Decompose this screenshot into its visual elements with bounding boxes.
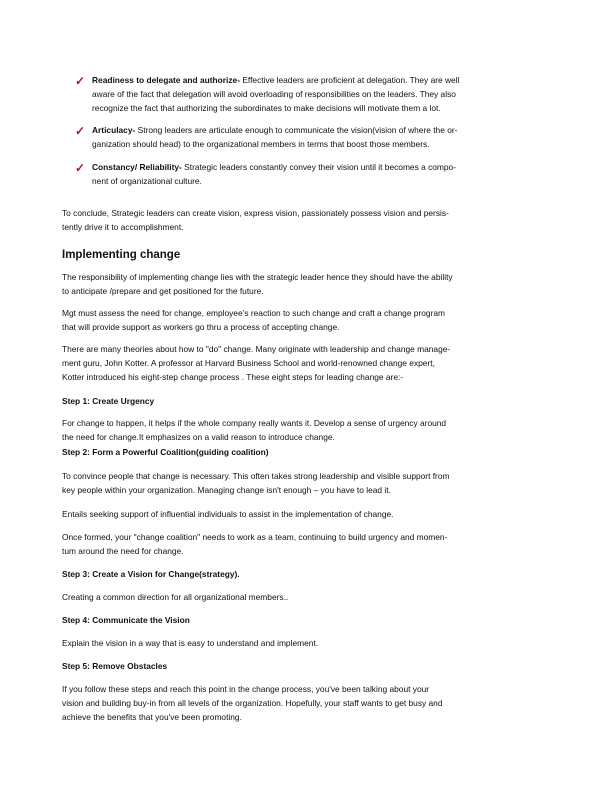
line: achieve the benefits that you've been promoting. xyxy=(62,711,242,722)
step-heading: Step 1: Create Urgency xyxy=(62,396,155,406)
paragraph xyxy=(62,508,552,522)
bullet-item xyxy=(92,161,582,189)
line: Strong leaders are articulate enough to communicate the vision(vision of where the or- xyxy=(135,125,458,135)
bullet-title: Constancy/ Reliability- xyxy=(92,162,182,172)
line: Once formed, your "change coalition" needs to work as a team, continuing to build urgency and momen- xyxy=(62,532,448,542)
line: Creating a common direction for all organizational members.. xyxy=(62,592,289,602)
line: ment guru, John Kotter. A professor at Harvard Business School and world-renowned change expert, xyxy=(62,357,435,368)
step-heading: Step 3: Create a Vision for Change(strategy). xyxy=(62,569,240,579)
line: recognize the fact that authorizing the subordinates to make decisions will motivate them a lot. xyxy=(92,102,441,113)
line: that will provide support as workers go thru a process of accepting change. xyxy=(62,321,340,332)
paragraph xyxy=(62,307,552,335)
bullet-item xyxy=(92,74,582,115)
line: ganization should head) to the organizational members in terms that boost those members. xyxy=(92,138,430,149)
line: nent of organizational culture. xyxy=(92,175,202,186)
line: Kotter introduced his eight-step change process . These eight steps for leading change are:- xyxy=(62,371,404,382)
paragraph xyxy=(62,591,552,605)
line: Effective leaders are proficient at delegation. They are well xyxy=(240,75,460,85)
line: Explain the vision in a way that is easy to understand and implement. xyxy=(62,638,319,648)
check-icon: ✓ xyxy=(75,74,86,88)
bullet-title: Readiness to delegate and authorize- xyxy=(92,75,240,85)
line: If you follow these steps and reach this point in the change process, you've been talking about your xyxy=(62,684,430,694)
line: Entails seeking support of influential individuals to assist in the implementation of change. xyxy=(62,509,394,519)
bullet-item xyxy=(92,124,582,152)
paragraph xyxy=(62,531,552,559)
conclusion-paragraph xyxy=(62,207,552,235)
line: For change to happen, it helps if the whole company really wants it. Develop a sense of urgency around xyxy=(62,418,447,428)
line: Mgt must assess the need for change, employee’s reaction to such change and craft a change program xyxy=(62,308,445,318)
line: The responsibility of implementing change lies with the strategic leader hence they should have the ability xyxy=(62,272,453,282)
paragraph xyxy=(62,343,552,384)
section-heading: Implementing change xyxy=(62,249,181,261)
line: There are many theories about how to "do" change. Many originate with leadership and change manage- xyxy=(62,344,451,354)
line: aware of the fact that delegation will avoid overloading of responsibilities on the leaders. They also xyxy=(92,88,456,99)
line: To convince people that change is necessary. This often takes strong leadership and visible support from xyxy=(62,471,450,481)
step-heading: Step 4: Communicate the Vision xyxy=(62,615,190,625)
paragraph xyxy=(62,683,552,724)
line: tum around the need for change. xyxy=(62,545,184,556)
check-icon: ✓ xyxy=(75,161,86,175)
bullet-title: Articulacy- xyxy=(92,125,136,135)
paragraph xyxy=(62,637,552,651)
paragraph xyxy=(62,470,552,498)
step-heading: Step 2: Form a Powerful Coalition(guiding coalition) xyxy=(62,447,269,457)
line: tently drive it to accomplishment. xyxy=(62,221,184,232)
check-icon: ✓ xyxy=(75,124,86,138)
line: key people within your organization. Managing change isn't enough – you have to lead it. xyxy=(62,484,391,495)
step-heading: Step 5: Remove Obstacles xyxy=(62,661,168,671)
line: to anticipate /prepare and get positioned for the future. xyxy=(62,285,264,296)
line: the need for change.It emphasizes on a valid reason to introduce change. xyxy=(62,431,335,442)
paragraph xyxy=(62,417,552,445)
line: Strategic leaders constantly convey their vision until it becomes a compo- xyxy=(181,162,457,172)
paragraph xyxy=(62,271,552,299)
line: To conclude, Strategic leaders can create vision, express vision, passionately possess vision and persis- xyxy=(62,208,449,218)
line: vision and building buy-in from all levels of the organization. Hopefully, your staff wants to get busy and xyxy=(62,697,443,708)
